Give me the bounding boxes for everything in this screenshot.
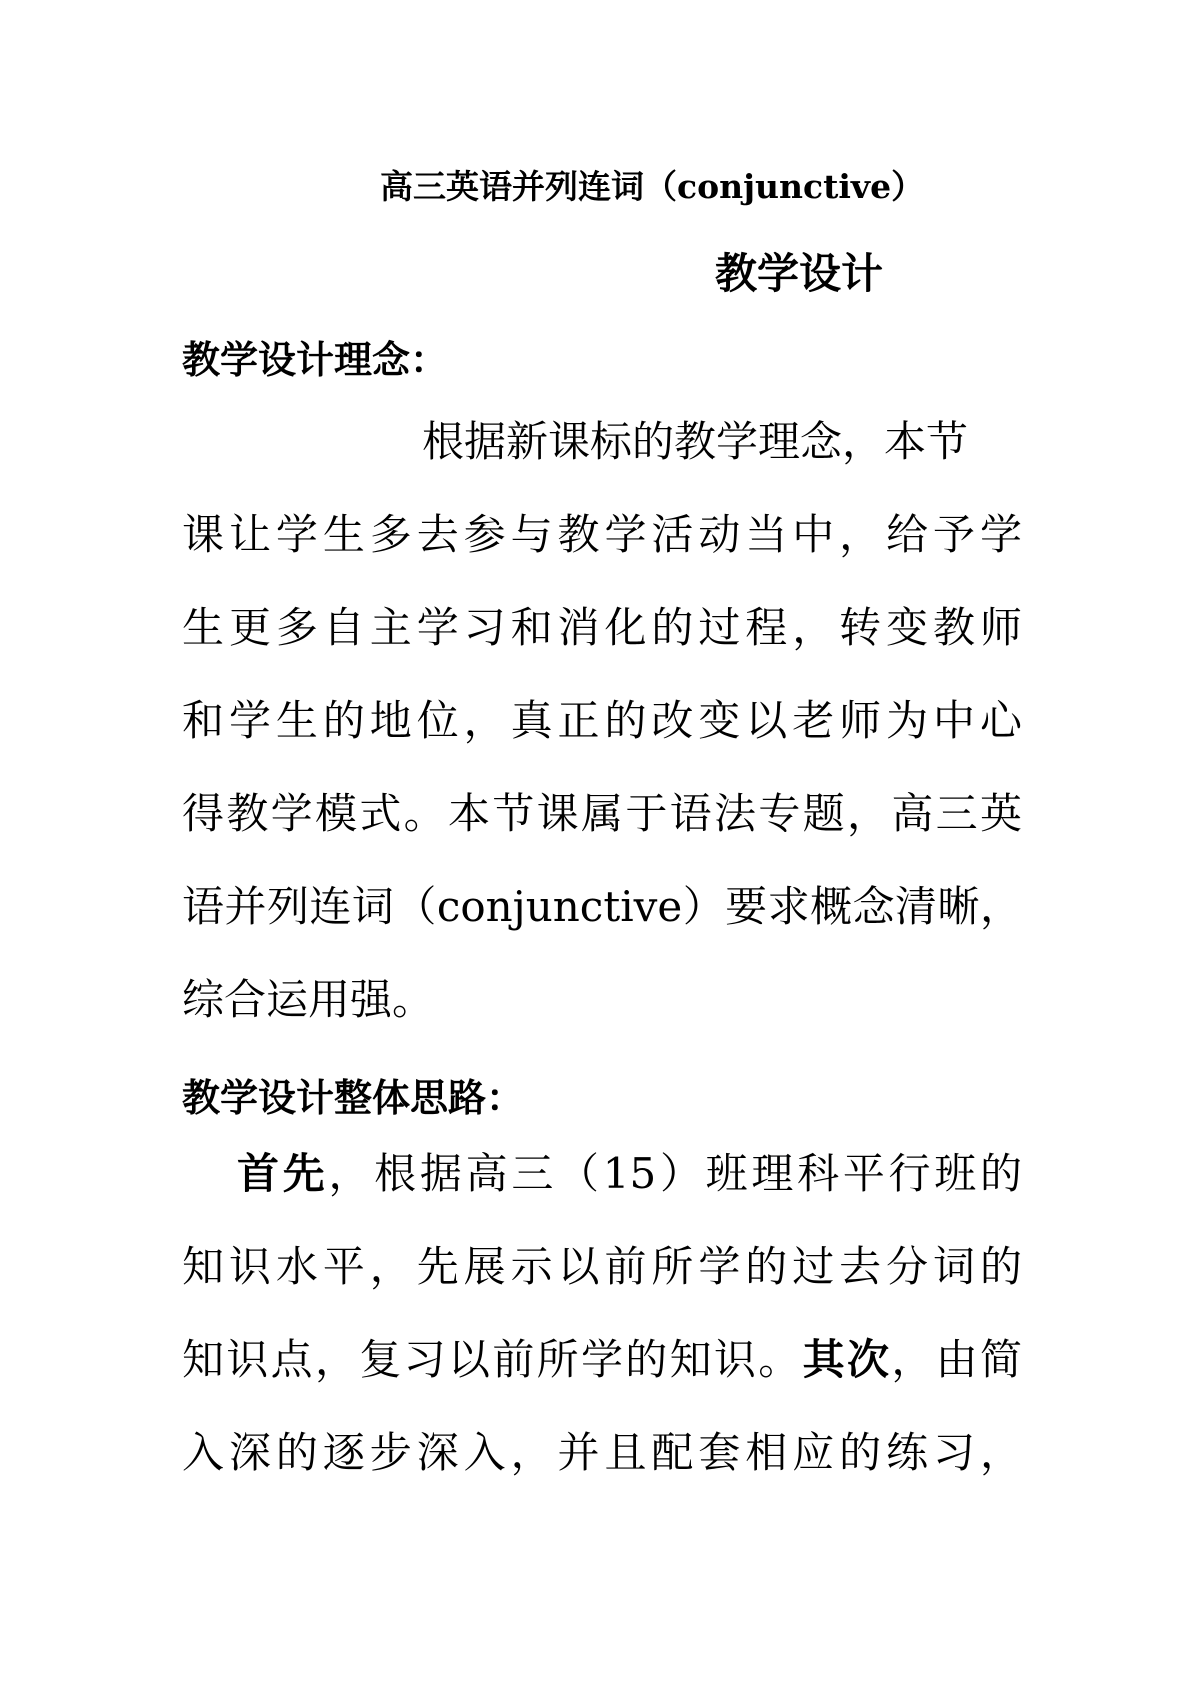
paragraph-line: 知识水平，先展示以前所学的过去分词的 <box>182 1242 1022 1291</box>
paragraph-line: 综合运用强。 <box>182 975 435 1024</box>
emphasis-second: 其次 <box>802 1335 892 1384</box>
emphasis-first: 首先 <box>237 1149 329 1198</box>
paragraph-line: 生更多自主学习和消化的过程，转变教师 <box>182 603 1022 652</box>
paragraph-text: 知识点，复习以前所学的知识。 <box>182 1335 803 1384</box>
paragraph-text: ，根据高三（15）班理科平行班的 <box>328 1149 1022 1198</box>
paragraph-line: 入深的逐步深入，并且配套相应的练习， <box>182 1428 1022 1477</box>
paragraph-line: 和学生的地位，真正的改变以老师为中心 <box>182 696 1022 745</box>
document-title: 高三英语并列连词（conjunctive） <box>380 167 925 206</box>
paragraph-line: 语并列连词（conjunctive）要求概念清晰， <box>182 882 1022 931</box>
paragraph-line: 根据新课标的教学理念，本节 <box>422 417 969 466</box>
document-subtitle: 教学设计 <box>715 249 884 298</box>
paragraph-line <box>182 1313 1022 1406</box>
paragraph-line: 得教学模式。本节课属于语法专题，高三英 <box>182 789 1022 838</box>
section-heading-overall-approach: 教学设计整体思路： <box>182 1075 525 1120</box>
paragraph-line: 课让学生多去参与教学活动当中，给予学 <box>182 510 1022 559</box>
paragraph-line <box>182 1127 1022 1220</box>
paragraph-text: ，由简 <box>891 1335 1022 1384</box>
paragraph-design-concept <box>182 395 1022 1046</box>
paragraph-overall-approach <box>182 1127 1022 1499</box>
section-heading-design-concept: 教学设计理念： <box>182 337 449 382</box>
